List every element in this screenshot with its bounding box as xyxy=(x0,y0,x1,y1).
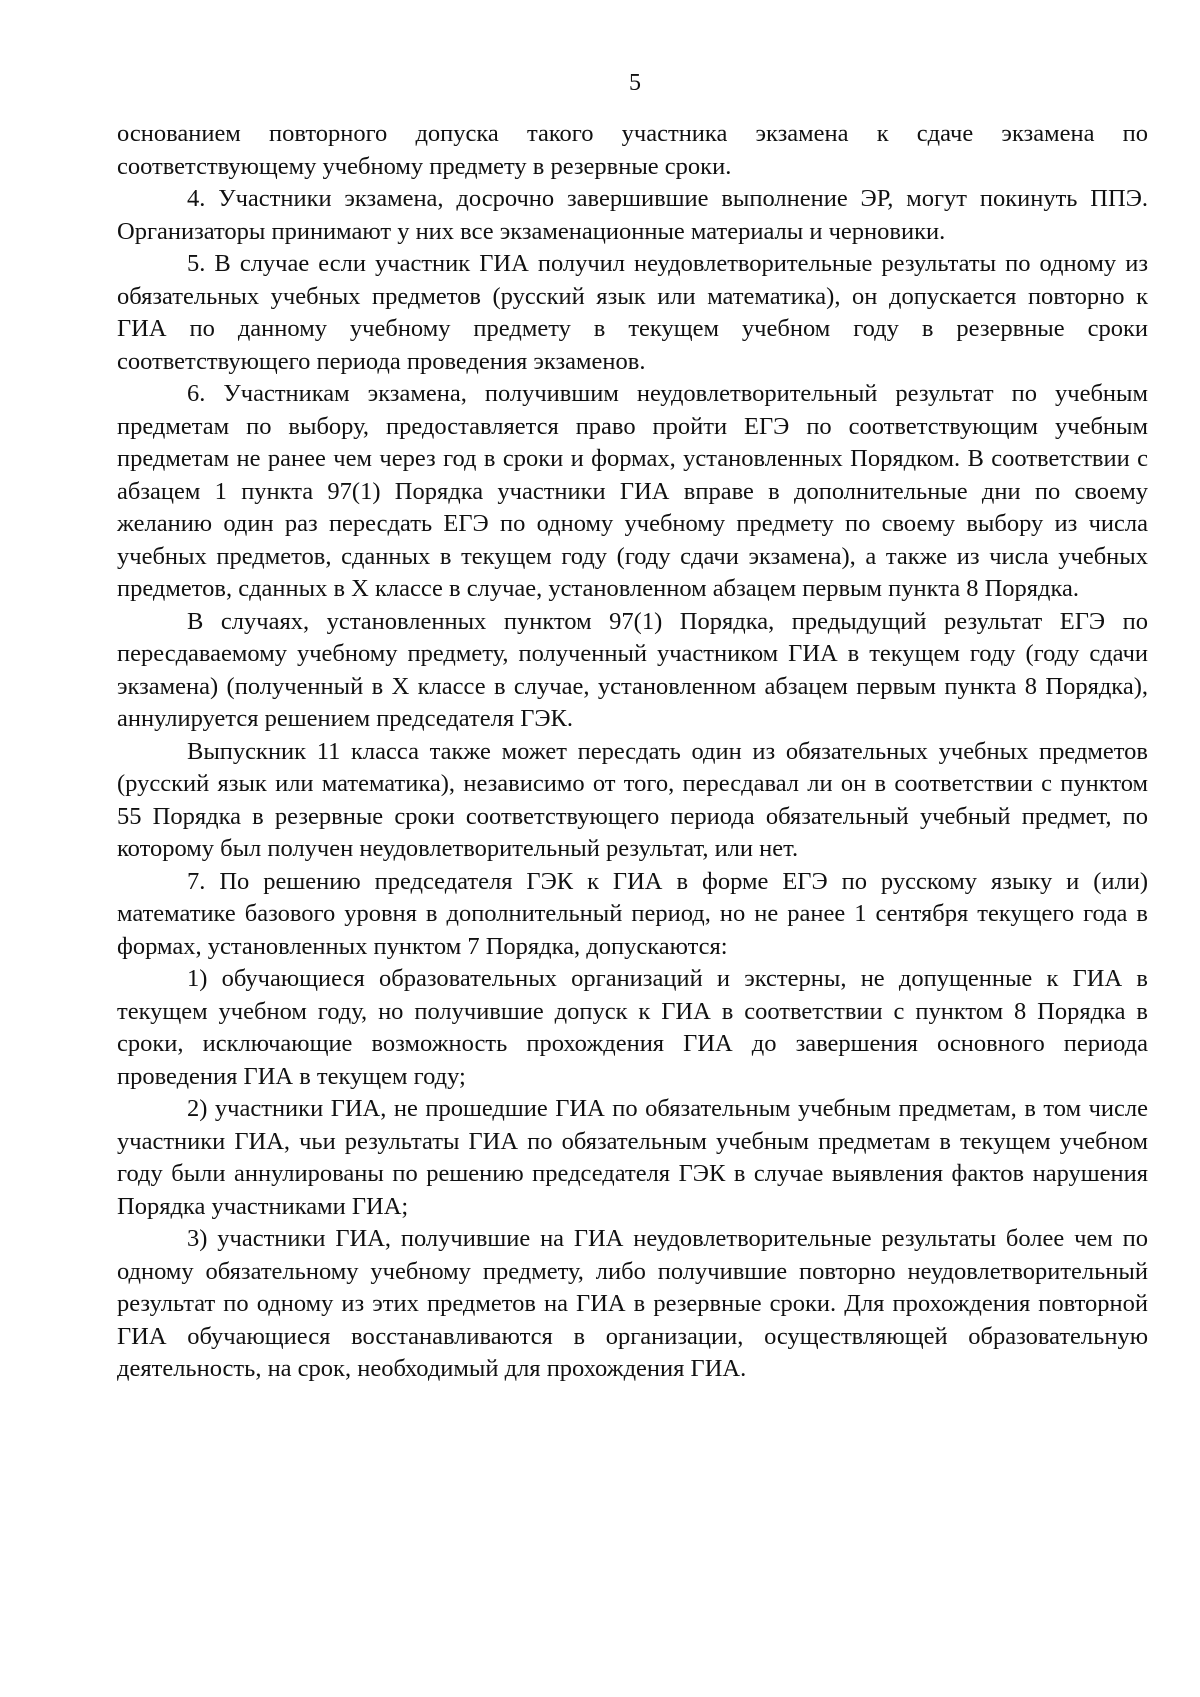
paragraph-continuation: основанием повторного допуска такого участника экзамена к сдаче экзамена по соответствующему учебному предмету в резервные сроки. xyxy=(117,120,1148,180)
page-number: 5 xyxy=(629,70,641,96)
document-body xyxy=(117,118,1148,1386)
paragraph-subitem-3: 3) участники ГИА, получившие на ГИА неудовлетворительные результаты более чем по одному обязательному учебному предмету, либо получившие повторно неудовлетворительный результат по одному из этих предметов на ГИА в резервные сроки. Для прохождения повторной ГИА обучающиеся восстанавливаются в организации, осуществляющей образовательную деятельность, на срок, необходимый для прохождения ГИА. xyxy=(117,1225,1148,1382)
paragraph-subitem-2: 2) участники ГИА, не прошедшие ГИА по обязательным учебным предметам, в том числе участники ГИА, чьи результаты ГИА по обязательным учебным предметам в текущем учебном году были аннулированы по решению председателя ГЭК в случае выявления фактов нарушения Порядка участниками ГИА; xyxy=(117,1095,1148,1220)
paragraph-subitem-1: 1) обучающиеся образовательных организаций и экстерны, не допущенные к ГИА в текущем учебном году, но получившие допуск к ГИА в соответствии с пунктом 8 Порядка в сроки, исключающие возможность прохождения ГИА до завершения основного периода проведения ГИА в текущем году; xyxy=(117,965,1148,1090)
paragraph-item-6: 6. Участникам экзамена, получившим неудовлетворительный результат по учебным предметам по выбору, предоставляется право пройти ЕГЭ по соответствующим учебным предметам не ранее чем через год в сроки и формах, установленных Порядком. В соответствии с абзацем 1 пункта 97(1) Порядка участники ГИА вправе в дополнительные дни по своему желанию один раз пересдать ЕГЭ по одному учебному предмету по своему выбору из числа учебных предметов, сданных в текущем году (году сдачи экзамена), а также из числа учебных предметов, сданных в X классе в случае, установленном абзацем первым пункта 8 Порядка. xyxy=(117,380,1148,602)
paragraph-item-7: 7. По решению председателя ГЭК к ГИА в форме ЕГЭ по русскому языку и (или) математике базового уровня в дополнительный период, но не ранее 1 сентября текущего года в формах, установленных пунктом 7 Порядка, допускаются: xyxy=(117,867,1148,960)
paragraph-item-6-graduate: Выпускник 11 класса также может пересдать один из обязательных учебных предметов (русский язык или математика), независимо от того, пересдавал ли он в соответствии с пунктом 55 Порядка в резервные сроки соответствующего периода обязательный учебный предмет, по которому был получен неудовлетворительный результат, или нет. xyxy=(117,737,1148,862)
paragraph-item-5: 5. В случае если участник ГИА получил неудовлетворительные результаты по одному из обязательных учебных предметов (русский язык или математика), он допускается повторно к ГИА по данному учебному предмету в текущем учебном году в резервные сроки соответствующего периода проведения экзаменов. xyxy=(117,250,1148,375)
paragraph-item-4: 4. Участники экзамена, досрочно завершившие выполнение ЭР, могут покинуть ППЭ. Организаторы принимают у них все экзаменационные материалы и черновики. xyxy=(117,185,1148,245)
paragraph-item-6-annulment: В случаях, установленных пунктом 97(1) Порядка, предыдущий результат ЕГЭ по пересдаваемому учебному предмету, полученный участником ГИА в текущем году (году сдачи экзамена) (полученный в X классе в случае, установленном абзацем первым пункта 8 Порядка), аннулируется решением председателя ГЭК. xyxy=(117,607,1148,732)
